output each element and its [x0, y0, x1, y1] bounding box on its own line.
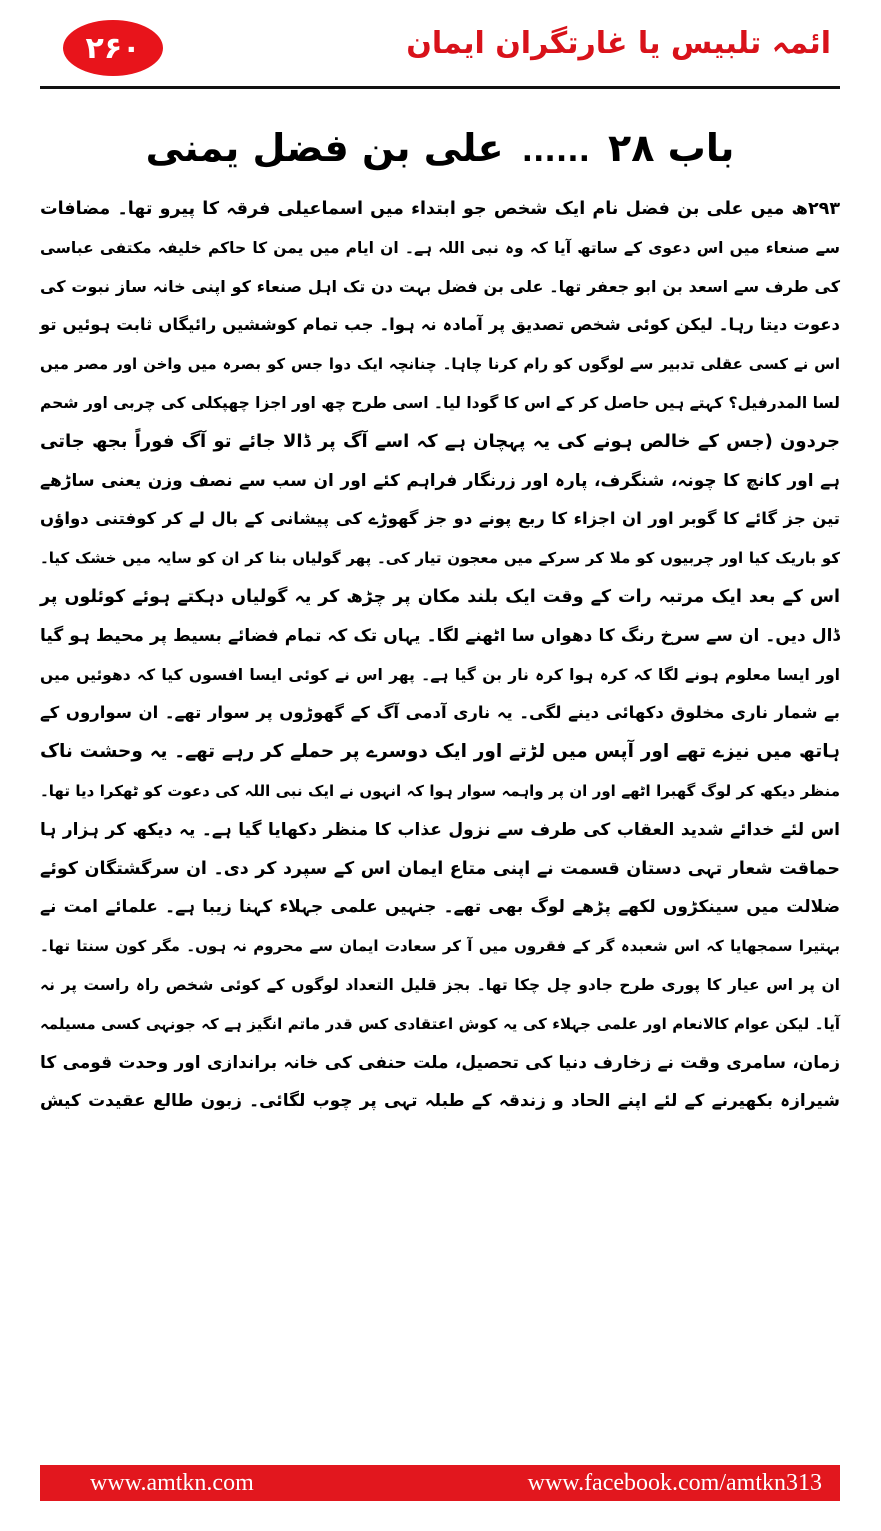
body-text [40, 190, 840, 1121]
text-line: آیا۔ لیکن عوام کالانعام اور علمی جہلاء کی یہ کوش اعتقادی کس قدر ماتم انگیز ہے کہ جونہی کسی مسیلمہ [40, 1014, 840, 1033]
text-line: ہے اور کانچ کا چونہ، شنگرف، پارہ اور زرنگار فراہم کئے اور ان سب سے نصف وزن یعنی ساڑھے [40, 470, 840, 491]
text-line: ان پر اس عیار کا پوری طرح جادو چل چکا تھا۔ بجز قلیل التعداد لوگوں کے کوئی شخص راہ راست پر نہ [40, 975, 840, 994]
text-line: زمان، سامری وقت نے زخارف دنیا کی تحصیل، ملت حنفی کی خانہ براندازی اور وحدت قومی کا [40, 1052, 840, 1073]
text-line: دعوت دیتا رہا۔ لیکن کوئی شخص تصدیق پر آمادہ نہ ہوا۔ جب تمام کوششیں رائیگاں ثابت ہوئیں تو [40, 315, 840, 335]
text-line: ضلالت میں سینکڑوں لکھے پڑھے لوگ بھی تھے۔ جنہیں علمی جہلاء کہنا زیبا ہے۔ علمائے امت نے [40, 897, 840, 918]
text-line: ڈال دیں۔ ان سے سرخ رنگ کا دھواں سا اٹھنے لگا۔ یہاں تک کہ تمام فضائے بسیط پر محیط ہو گیا [40, 625, 840, 646]
book-title: ائمہ تلبیس یا غارتگران ایمان [406, 26, 831, 61]
text-line: سے صنعاء میں اس دعوی کے ساتھ آیا کہ وہ نبی اللہ ہے۔ ان ایام میں یمن کا حاکم خلیفہ مکتفی عباسی [40, 238, 840, 257]
page-number-badge [63, 20, 163, 76]
text-line: شیرازہ بکھیرنے کے لئے اپنے الحاد و زندقہ کے طبلہ تہی پر چوب لگائی۔ زبون طالع عقیدت کیش [40, 1091, 840, 1112]
chapter-separator: ...... [521, 134, 591, 169]
header-divider [40, 86, 840, 89]
text-line: اس نے کسی عقلی تدبیر سے لوگوں کو رام کرنا چاہا۔ چنانچہ ایک دوا جس کو بصرہ میں واخن اور مصر میں [40, 355, 840, 374]
footer-website-link[interactable]: www.amtkn.com [90, 1469, 254, 1496]
chapter-title: علی بن فضل یمنی [145, 126, 504, 170]
text-line: ۲۹۳ھ میں علی بن فضل نام ایک شخص جو ابتداء میں اسماعیلی فرقہ کا پیرو تھا۔ مضافات [40, 199, 840, 219]
text-line: جردون (جس کے خالص ہونے کی یہ پہچان ہے کہ اسے آگ پر ڈالا جائے تو آگ فوراً بجھ جاتی [40, 430, 840, 452]
chapter-label: باب ۲۸ [608, 126, 735, 170]
text-line: منظر دیکھ کر لوگ گھبرا اٹھے اور ان پر واہمہ سوار ہوا کہ انہوں نے ایک نبی اللہ کی دعوت کو ٹھکرا دیا تھا۔ [40, 781, 840, 800]
footer-bar [40, 1465, 840, 1501]
chapter-heading [40, 126, 840, 170]
page-number: ۲۶۰ [85, 30, 141, 66]
text-line: اس لئے خدائے شدید العقاب کی طرف سے نزول عذاب کا منظر دکھایا گیا ہے۔ یہ دیکھ کر ہزار ہا [40, 819, 840, 840]
text-line: ہاتھ میں نیزے تھے اور آپس میں لڑتے اور ایک دوسرے پر حملے کر رہے تھے۔ یہ وحشت ناک [40, 741, 840, 763]
text-line: تین جز گائے کا گوبر اور ان اجزاء کا ربع پونے دو جز گھوڑے کی پیشانی کے بال لے کر کوفتنی دواؤں [40, 509, 840, 529]
footer-facebook-link[interactable]: www.facebook.com/amtkn313 [527, 1469, 822, 1496]
text-line: لسا المدرفیل؟ کہتے ہیں حاصل کر کے اس کا گودا لیا۔ اسی طرح چھ اور اجزا چھپکلی کی چربی اور شحم [39, 393, 840, 412]
text-line: اس کے بعد ایک مرتبہ رات کے وقت ایک بلند مکان پر چڑھ کر یہ گولیاں دہکتے ہوئے کوئلوں پر [40, 586, 840, 607]
text-line: بہتیرا سمجھایا کہ اس شعبدہ گر کے فقروں میں آ کر سعادت ایمان سے محروم نہ ہوں۔ مگر کون سنتا تھا۔ [40, 937, 840, 956]
text-line: بے شمار ناری مخلوق دکھائی دینے لگی۔ یہ ناری آدمی آگ کے گھوڑوں پر سوار تھے۔ ان سواروں کے [40, 703, 840, 723]
text-line: کی طرف سے اسعد بن ابو جعفر تھا۔ علی بن فضل بہت دن تک اہل صنعاء کو اپنی خانہ ساز نبوت کی [40, 276, 840, 296]
text-line: کو باریک کیا اور چربیوں کو ملا کر سرکے میں معجون تیار کی۔ پھر گولیاں بنا کر ان کو سایہ میں خشک کیا۔ [40, 549, 840, 568]
text-line: اور ایسا معلوم ہونے لگا کہ کرہ ہوا کرہ نار بن گیا ہے۔ پھر اس نے کوئی ایسا افسوں کیا کہ دھوئیں میں [40, 665, 840, 684]
text-line: حماقت شعار تہی دستان قسمت نے اپنی متاع ایمان اس کے سپرد کر دی۔ ان سرگشتگان کوئے [40, 858, 840, 879]
